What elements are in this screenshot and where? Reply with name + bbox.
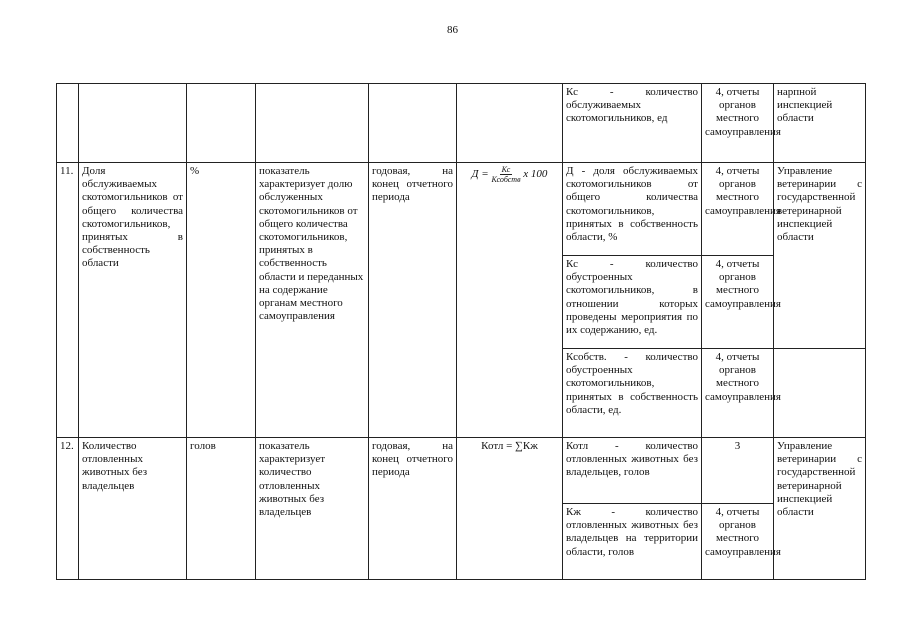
variable-desc: Кс - количество обустроенных скотомогильников, в отношении которых проведены мероприятия по их содержанию, ед. xyxy=(563,256,702,349)
period: годовая, на конец отчетного периода xyxy=(369,438,457,580)
cell-formula xyxy=(457,84,563,163)
variable-desc: Д - доля обслуживаемых скотомогильников от общего количества скотомогильников, принятых в собственность области, % xyxy=(563,163,702,256)
formula-fraction xyxy=(491,165,520,184)
variable-desc: Кж - количество отловленных животных без владельцев на территории области, голов xyxy=(563,504,702,580)
responsible: Управление ветеринарии с государственной ветеринарной инспекцией области xyxy=(774,438,866,580)
row-number: 12. xyxy=(57,438,79,580)
page-number: 86 xyxy=(447,24,458,36)
source: 4, отчеты органов местного самоуправления xyxy=(702,504,774,580)
period: годовая, на конец отчетного периода xyxy=(369,163,457,438)
indicator-name: Доля обслуживаемых скотомогильников от общего количества скотомогильников, принятых в собственность области xyxy=(79,163,187,438)
indicator-name: Количество отловленных животных без владельцев xyxy=(79,438,187,580)
source: 3 xyxy=(702,438,774,504)
source: 4, отчеты органов местного самоуправления xyxy=(702,163,774,256)
cell-unit xyxy=(187,84,256,163)
table-row xyxy=(57,438,866,504)
unit: голов xyxy=(187,438,256,580)
formula-denominator: Ксобств xyxy=(491,175,521,184)
table-row xyxy=(57,84,866,163)
source: 4, отчеты органов местного самоуправления xyxy=(702,256,774,349)
definition: показатель характеризует долю обслуженных скотомогильников от общего количества скотомогильников, принятых в собственность области и переданных на содержание органам местного самоуправления xyxy=(256,163,369,438)
indicators-table xyxy=(56,83,866,580)
cell-responsible: нарпной инспекцией области xyxy=(774,84,866,163)
cell-name xyxy=(79,84,187,163)
definition: показатель характеризует количество отловленных животных без владельцев xyxy=(256,438,369,580)
responsible: Управление ветеринарии с государственной ветеринарной инспекцией области xyxy=(774,163,866,349)
formula-right: х 100 xyxy=(523,168,548,181)
formula-numerator: Кс xyxy=(501,165,511,174)
variable-desc: Котл - количество отловленных животных без владельцев, голов xyxy=(563,438,702,504)
source: 4, отчеты органов местного самоуправления xyxy=(702,349,774,438)
row-number: 11. xyxy=(57,163,79,438)
formula xyxy=(457,163,563,438)
cell-period xyxy=(369,84,457,163)
cell-empty xyxy=(774,349,866,438)
table-row xyxy=(57,163,866,256)
cell-variable-desc: Кс - количество обслуживаемых скотомогильников, ед xyxy=(563,84,702,163)
formula-left: Д = xyxy=(471,168,489,181)
unit: % xyxy=(187,163,256,438)
cell-definition xyxy=(256,84,369,163)
cell-num xyxy=(57,84,79,163)
formula: Котл = ∑Кж xyxy=(457,438,563,580)
variable-desc: Ксобств. - количество обустроенных скотомогильников, принятых в собственность области, ед. xyxy=(563,349,702,438)
cell-source: 4, отчеты органов местного самоуправления xyxy=(702,84,774,163)
